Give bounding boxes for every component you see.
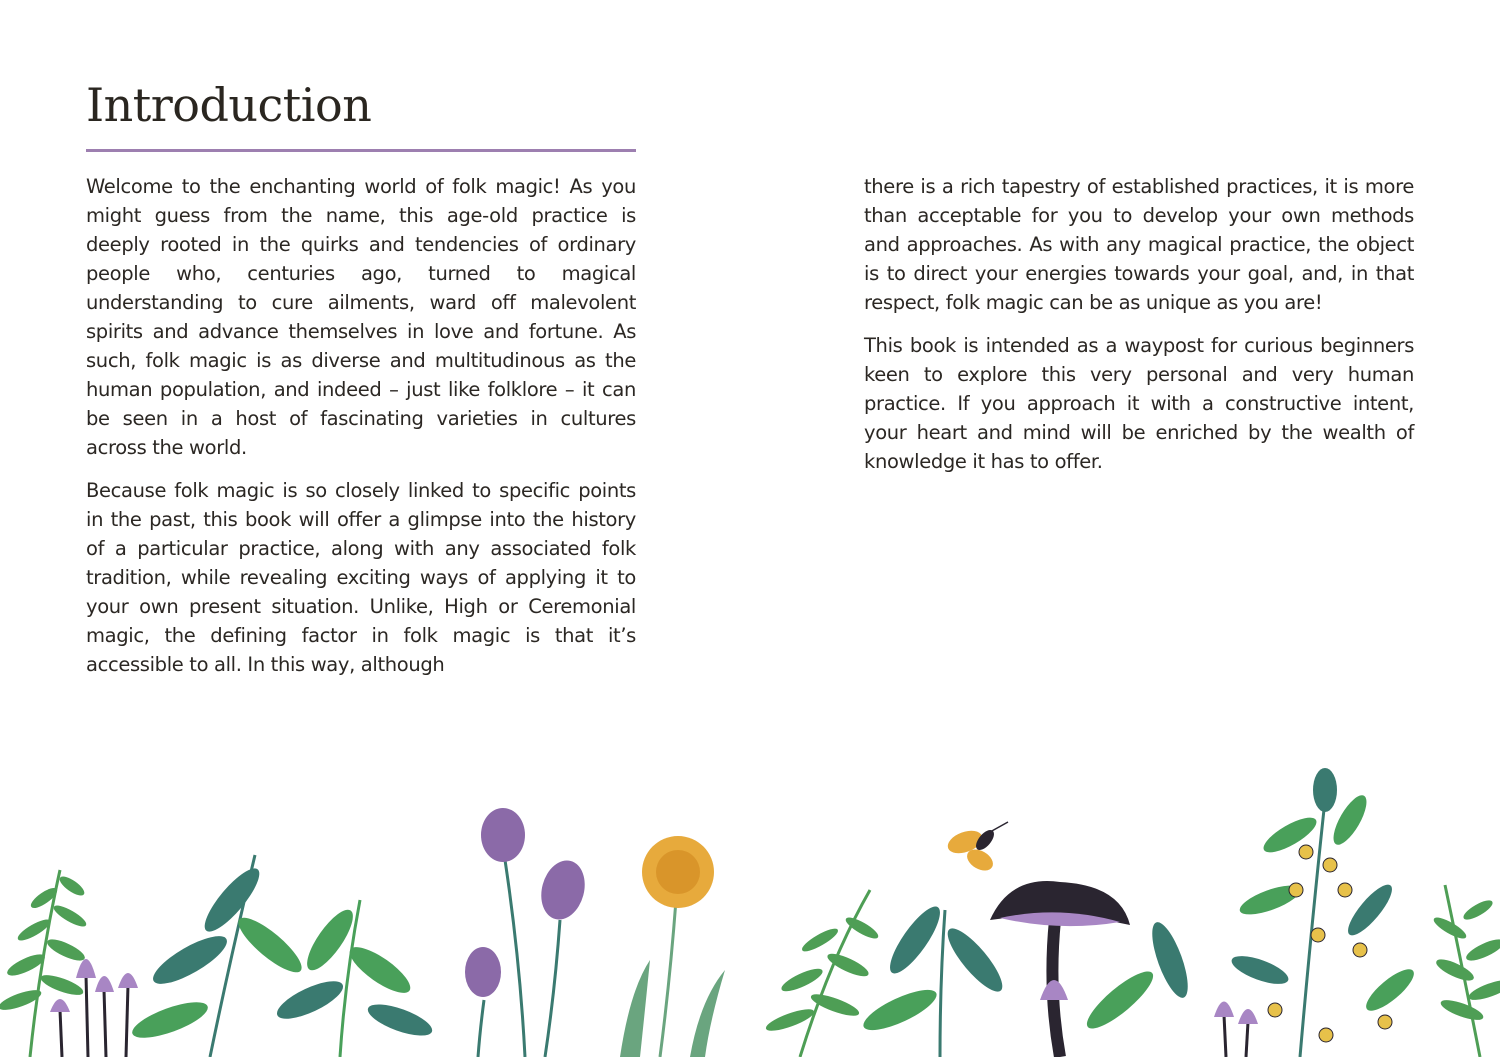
page-title: Introduction [86,78,372,132]
paragraph: Welcome to the enchanting world of folk magic! As you might guess from the name, this age-old practice is deeply rooted in the quirks and tendencies of ordinary people who, centuries ago, turned to magical understanding to cure ailments, ward off malevolent spirits and advance themselves in love and fortune. As such, folk magic is as diverse and multitudinous as the human population, and indeed – just like folklore – it can be seen in a host of fascinating varieties in cultures across the world. [86,175,636,459]
dandelion-flower-icon [620,836,725,1057]
berry-branch-icon [1228,768,1419,1057]
allium-flower-icon [465,808,591,1057]
leafy-plant-icon [859,900,1195,1057]
fern-icon [764,890,880,1057]
paragraph: Because folk magic is so closely linked to specific points in the past, this book will offer a glimpse into the history of a particular practice, along with any associated folk tradition, while revealing exciting ways of applying it to your own present situation. Unlike, High or Ceremonial magic, the defining factor in folk magic is that it’s accessible to all. In this way, although [86,479,636,676]
fern-icon [1432,885,1500,1057]
moth-icon [945,822,1008,875]
title-divider [86,149,636,152]
left-column [86,172,636,693]
dark-mushroom-icon [990,881,1130,1057]
right-column [864,172,1414,490]
botanical-illustration [0,760,1500,1057]
paragraph: there is a rich tapestry of established practices, it is more than acceptable for you to develop your own methods and approaches. As with any magical practice, the object is to direct your energies towards your goal, and, in that respect, folk magic can be as unique as you are! [864,175,1414,314]
paragraph: This book is intended as a waypost for curious beginners keen to explore this very personal and very human practice. If you approach it with a constructive intent, your heart and mind will be enriched by the wealth of knowledge it has to offer. [864,334,1414,473]
purple-mushroom-icon [1214,1002,1258,1057]
fern-icon [0,870,88,1057]
leafy-plant-icon [128,855,435,1057]
purple-mushroom-icon [50,959,138,1057]
